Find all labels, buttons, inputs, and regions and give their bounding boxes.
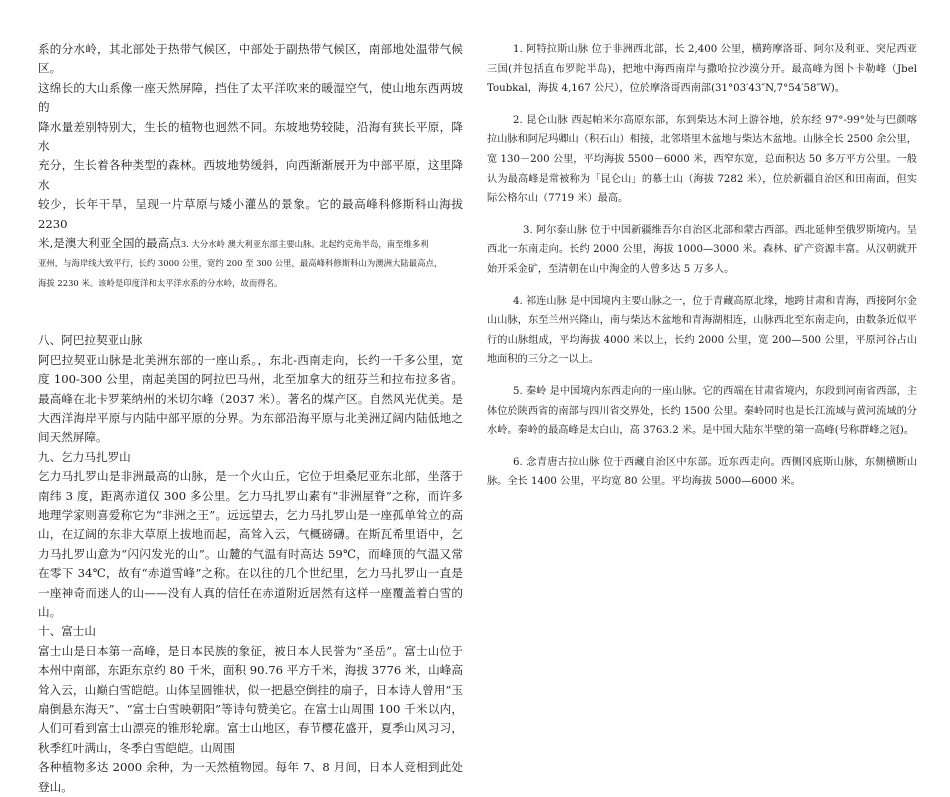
intro-line-2: 这绵长的大山系像一座天然屏障，挡住了太平洋吹来的暖湿空气，使山地东西两坡的 bbox=[38, 80, 463, 115]
intro-line-4: 充分，生长着各种类型的森林。西坡地势缓斜，向西渐渐展开为中部平原，这里降水 bbox=[38, 158, 463, 192]
intro-line-6-main: 米,是澳大利亚全国的最高点 bbox=[38, 236, 181, 251]
list-item-text: 2. 昆仑山脉 西起帕米尔高原东部，东到柴达木河上游谷地，於东经 97°-99°处与巴颜喀拉山脉和阿尼玛卿山（积石山）相接，北邻塔里木盆地与柴达木盆地。山脉全长 2500 余公里，宽 130－200 公里，平均海拔 5500－6000 米，西窄东宽，总面积达 50 多万平方公里。一般认为最高峰是常被称为「昆仑山」的慕士山（海拔 7282 米），位於新疆自治区和田南面，但实际公格尔山（7719 米）最高。 bbox=[487, 114, 917, 205]
intro-line-5: 较少，长年干旱，呈现一片草原与矮小灌丛的景象。它的最高峰科修斯科山海拔 2230 bbox=[38, 197, 463, 231]
left-column bbox=[38, 40, 463, 797]
list-item-text: 1. 阿特拉斯山脉 位于非洲西北部，长 2,400 公里，横跨摩洛哥、阿尔及利亚、突尼西亚三国(并包括直布罗陀半岛)，把地中海西南岸与撒哈拉沙漠分开。最高峰为图卜卡勒峰（Jbel Toubkal，海拔 4,167 公尺），位於摩洛哥西南部(31°03′43″N,7°54′58″W)。 bbox=[487, 44, 917, 95]
list-item-nyenchen-tanglha bbox=[487, 453, 917, 492]
section-8-text: 阿巴拉契亚山脉是北美洲东部的一座山系。，东北-西南走向，长约一千多公里，宽度 100-300 公里，南起美国的阿拉巴马州，北至加拿大的纽芬兰和拉布拉多省。最高峰在北卡罗莱纳州的米切尔峰（2037 米）。著名的煤产区。自然风光优美。是大西洋海岸平原与内陆中部平原的分界。为东部沿海平原与北美洲辽阔内陆低地之间天然屏障。 bbox=[38, 352, 463, 445]
list-item-text: 4. 祁连山脉 是中国境内主要山脉之一，位于青藏高原北缘，地跨甘肃和青海，西接阿尔金山山脉，东至兰州兴隆山，南与柴达木盆地和青海湖相连，山脉西北至东南走向，由数条近似平行的山脉组成，平均海拔 4000 米以上，长约 2000 公里，宽 200—500 公里，平原河谷占山地面积的三分之一以上。 bbox=[487, 295, 917, 366]
footnote-start: 3. 大分水岭 澳大利亚东部主要山脉。北起约克角半岛，南至维多利 bbox=[180, 239, 429, 250]
section-9-text: 乞力马扎罗山是非洲最高的山脉，是一个火山丘，它位于坦桑尼亚东北部，坐落于南纬 3 度，距离赤道仅 300 多公里。乞力马扎罗山素有“非洲屋脊”之称，而许多地理学家则喜爱称它为“非洲之王”。远远望去，乞力马扎罗山是一座孤单耸立的高山，在辽阔的东非大草原上拔地而起，高耸入云，气概磅礴。在斯瓦希里语中，乞力马扎罗山意为“闪闪发光的山”。山麓的气温有时高达 59℃，而峰顶的气温又常在零下 34℃，故有“赤道雪峰”之称。在以往的几个世纪里，乞力马扎罗山一直是一座神奇而迷人的山——没有人真的信任在赤道附近居然有这样一座覆盖着白雪的山。 bbox=[38, 469, 463, 619]
list-item-atlas bbox=[487, 40, 917, 99]
list-item-text: 5. 秦岭 是中国境内东西走向的一座山脉。它的西端在甘肃省境内，东段到河南省西部，主体位於陕西省的南部与四川省交界处，长约 1500 公里。秦岭同时也是长江流域与黄河流域的分水岭。秦岭的最高峰是太白山，高 3763.2 米。是中国大陆东半壁的第一高峰(号称群峰之冠)。 bbox=[487, 385, 917, 437]
footnote-line-3: 海拔 2230 米。该岭是印度洋和太平洋水系的分水岭，故而得名。 bbox=[38, 277, 283, 288]
section-9-title: 九、乞力马扎罗山 bbox=[38, 449, 131, 464]
intro-line-1: 系的分水岭，其北部处于热带气候区，中部处于副热带气候区，南部地处温带气候区。 bbox=[38, 42, 463, 76]
section-10-title: 十、富士山 bbox=[38, 624, 96, 639]
list-item-text: 6. 念青唐古拉山脉 位于西藏自治区中东部。近东西走向。西侧冈底斯山脉，东侧横断山脉。全长 1400 公里，平均宽 80 公里。平均海拔 5000—6000 米。 bbox=[487, 456, 917, 488]
intro-line-3: 降水量差别特别大，生长的植物也迥然不同。东坡地势较陡，沿海有狭长平原，降水 bbox=[38, 119, 463, 154]
list-item-qinling bbox=[487, 382, 917, 441]
spacer bbox=[38, 293, 463, 331]
intro-line-6 bbox=[38, 234, 463, 254]
section-10-text: 富士山是日本第一高峰，是日本民族的象征，被日本人民誉为“圣岳”。富士山位于本州中南部，东距东京约 80 千米，面积 90.76 平方千米，海拔 3776 米，山峰高耸入云，山巅白雪皑皑。山体呈圆锥状，似一把悬空倒挂的扇子，日本诗人曾用“玉扇倒悬东海天”、“富士白雪映朝阳”等诗句赞美它。在富士山周围 100 千米以内，人们可看到富士山漂亮的锥形轮廓。富士山地区，春节樱花盛开，夏季山风习习，秋季红叶满山，冬季白雪皑皑。山周围 bbox=[38, 643, 463, 755]
footnote-line-2: 亚州，与海岸线大致平行，长约 3000 公里，宽约 200 至 300 公里，最高峰科修斯科山为澳洲大陆最高点， bbox=[38, 258, 443, 269]
list-item-altai bbox=[487, 221, 917, 280]
list-item-kunlun bbox=[487, 111, 917, 209]
list-item-text: 3. 阿尔泰山脉 位于中国新疆维吾尔自治区北部和蒙古西部。西北延伸至俄罗斯境内。呈西北一东南走向。长约 2000 公里，海拔 1000—3000 米。森林、矿产资源丰富。从汉朝就开始开采金矿，至清朝在山中淘金的人曾多达 5 万多人。 bbox=[487, 224, 917, 275]
list-item-qilian bbox=[487, 292, 917, 370]
right-column bbox=[487, 40, 917, 504]
section-10-tail: 各种植物多达 2000 余种，为一天然植物园。每年 7、8 月间，日本人竞相到此处登山。 bbox=[38, 760, 463, 794]
section-8-title: 八、阿巴拉契亚山脉 bbox=[38, 333, 143, 348]
